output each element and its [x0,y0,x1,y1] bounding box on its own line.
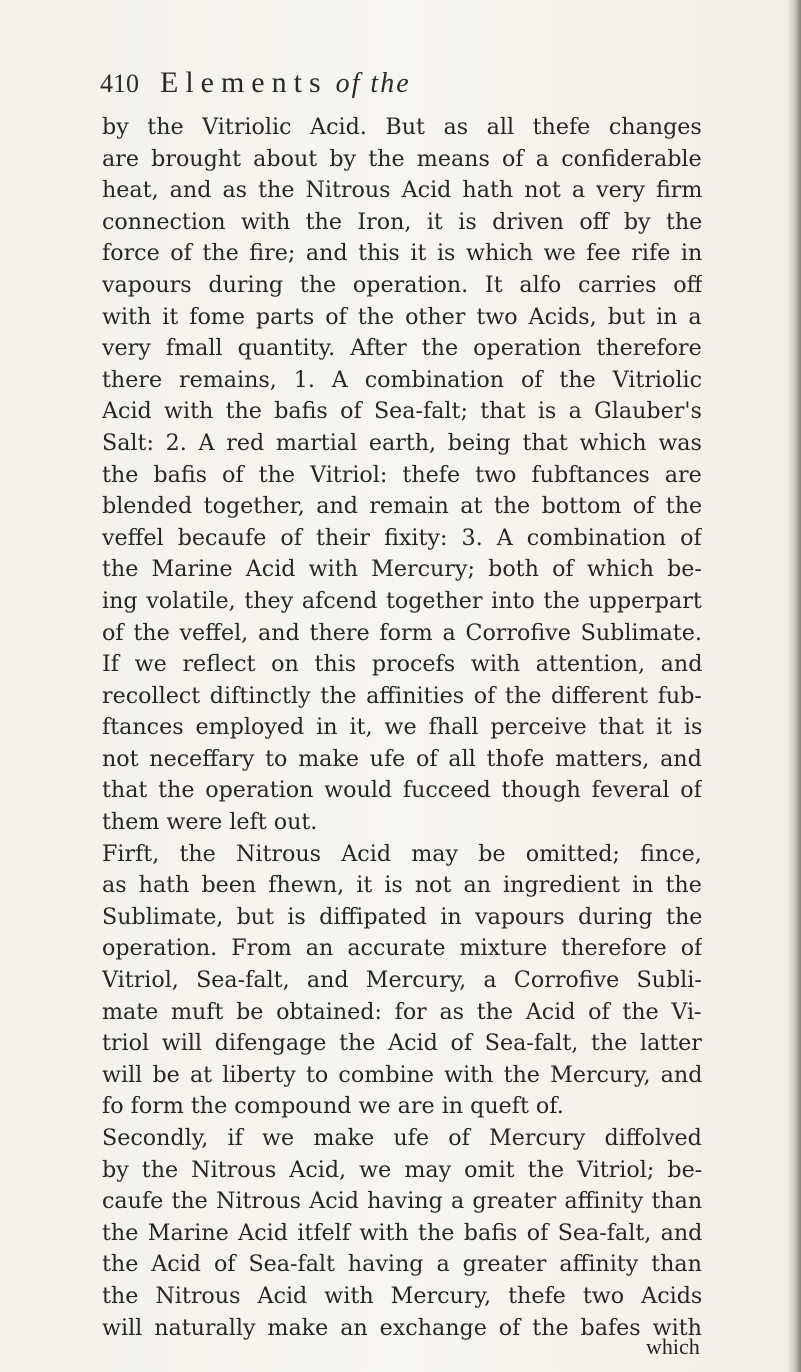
text-line: ing volatile, they afcend together into the upperpart [102,587,702,614]
text-line: not neceffary to make ufe of all thofe matters, and [102,745,702,772]
text-line: the Marine Acid itfelf with the bafis of Sea-falt, and [102,1219,702,1246]
text-line: Firft, the Nitrous Acid may be omitted; fince, [102,840,702,867]
text-line: Secondly, if we make ufe of Mercury diffolved [102,1125,702,1151]
text-line: them were left out. [102,809,318,836]
text-line: will be at liberty to combine with the Mercury, and [102,1061,702,1088]
catchword: which [646,1334,700,1359]
text-line: blended together, and remain at the bottom of the [102,493,702,520]
page-number: 410 [100,69,139,98]
text-line: that the operation would fucceed though feveral of [102,777,702,804]
running-title-main: Elements [160,66,328,99]
page-edge-shadow [787,0,801,1372]
text-line: by the Nitrous Acid, we may omit the Vitriol; be- [102,1156,702,1183]
text-line: Vitriol, Sea-falt, and Mercury, a Corrofive Subli- [102,967,702,994]
text-line: the Marine Acid with Mercury; both of which be- [102,556,702,583]
text-line: are brought about by the means of a confiderable [102,145,702,172]
text-line: with it fome parts of the other two Acids, but in a [102,303,702,330]
text-line: the Acid of Sea-falt having a greater affinity than [102,1251,702,1278]
text-line: ftances employed in it, we fhall perceive that it is [102,714,702,741]
text-line: triol will difengage the Acid of Sea-falt, the latter [102,1030,702,1057]
text-line: force of the fire; and this it is which we fee rife in [102,240,702,267]
text-line: the bafis of the Vitriol: thefe two fubftances are [102,461,702,488]
text-line: as hath been fhewn, it is not an ingredient in the [102,872,702,899]
text-line: Sublimate, but is diffipated in vapours during the [102,903,702,930]
text-line: by the Vitriolic Acid. But as all thefe changes [102,114,702,140]
text-line: fo form the compound we are in queft of. [102,1093,564,1120]
text-line: mate muft be obtained: for as the Acid of the Vi- [102,998,702,1025]
text-line: connection with the Iron, it is driven off by the [102,208,702,235]
page-header [100,66,700,108]
text-line: recollect diftinctly the affinities of the different fub- [102,682,702,709]
text-line: veffel becaufe of their fixity: 3. A combination of [102,524,702,551]
text-line: very fmall quantity. After the operation therefore [102,335,702,362]
text-line: there remains, 1. A combination of the Vitriolic [102,366,702,393]
running-title [160,66,411,100]
text-line: operation. From an accurate mixture therefore of [102,935,702,962]
text-line: will naturally make an exchange of the bafes with [102,1314,702,1341]
text-line: of the veffel, and there form a Corrofive Sublimate. [102,619,702,646]
text-line: Acid with the bafis of Sea-falt; that is a Glauber's [102,398,702,425]
text-line: caufe the Nitrous Acid having a greater affinity than [102,1188,702,1215]
text-line: the Nitrous Acid with Mercury, thefe two Acids [102,1282,702,1309]
running-title-suffix: of the [335,68,411,99]
body-text [102,112,702,1344]
text-line: If we reflect on this procefs with attention, and [102,651,702,678]
text-line: heat, and as the Nitrous Acid hath not a very firm [102,177,702,204]
text-line: Salt: 2. A red martial earth, being that which was [102,429,702,456]
text-line: vapours during the operation. It alfo carries off [102,271,702,298]
